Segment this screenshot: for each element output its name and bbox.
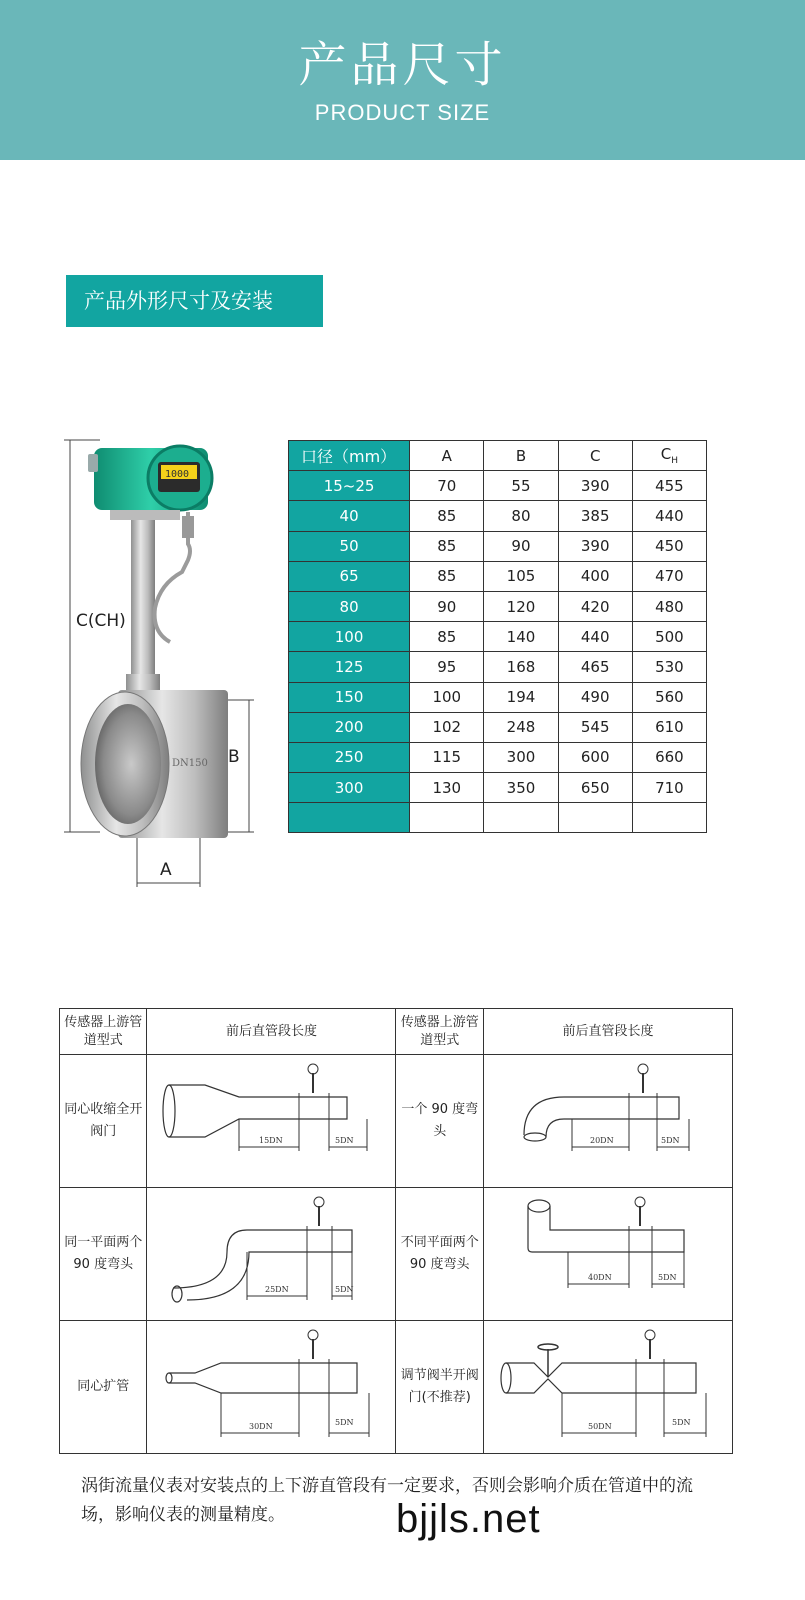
installation-table [59, 1008, 733, 1454]
upstream-length: 40DN [587, 1273, 612, 1282]
size-table-row [289, 712, 707, 742]
header-pipe-type-left: 传感器上游管道型式 [60, 1009, 147, 1055]
install-label: 调节阀半开阀门(不推荐) [396, 1321, 484, 1454]
size-table-row [289, 622, 707, 652]
dn-cell: 300 [289, 773, 410, 803]
dimension-cell: 465 [558, 652, 632, 682]
downstream-length: 5DN [657, 1273, 677, 1282]
install-label: 同心收缩全开阀门 [60, 1055, 147, 1188]
installation-header [60, 1009, 733, 1055]
upstream-length: 20DN [589, 1136, 614, 1145]
dn-cell: 40 [289, 501, 410, 531]
col-header-ch-sub: H [671, 456, 679, 467]
dimension-cell [632, 803, 706, 833]
dimension-cell: 85 [410, 622, 484, 652]
size-table-row [289, 652, 707, 682]
dimension-cell: 140 [484, 622, 558, 652]
downstream-length: 5DN [335, 1136, 354, 1145]
col-header-dn: 口径（mm） [289, 441, 410, 471]
size-table-row [289, 591, 707, 621]
dn-cell: 15~25 [289, 471, 410, 501]
dimension-cell: 455 [632, 471, 706, 501]
installation-note: 涡街流量仪表对安装点的上下游直管段有一定要求，否则会影响介质在管道中的流场，影响仪表的测量精度。 [81, 1476, 693, 1525]
dn-cell: 250 [289, 742, 410, 772]
dimension-cell: 470 [632, 561, 706, 591]
dimension-cell: 480 [632, 591, 706, 621]
dimension-cell: 545 [558, 712, 632, 742]
dimension-cell: 194 [484, 682, 558, 712]
install-row [60, 1188, 733, 1321]
dimension-cell: 300 [484, 742, 558, 772]
col-header-c: C [558, 441, 632, 471]
dn-cell: 200 [289, 712, 410, 742]
dimension-cell: 70 [410, 471, 484, 501]
dimension-cell: 600 [558, 742, 632, 772]
dimension-cell: 560 [632, 682, 706, 712]
dimension-cell: 390 [558, 531, 632, 561]
upstream-length: 25DN [265, 1285, 290, 1294]
size-table-row [289, 682, 707, 712]
install-label: 不同平面两个 90 度弯头 [396, 1188, 484, 1321]
size-table-header [289, 441, 707, 471]
dimension-cell: 100 [410, 682, 484, 712]
dimension-cell [484, 803, 558, 833]
display-reading: 1000 [165, 469, 190, 480]
install-diagram-two-elbows-diff-plane [483, 1188, 732, 1321]
header-length-right: 前后直管段长度 [483, 1009, 732, 1055]
dimension-cell: 650 [558, 773, 632, 803]
dimension-cell: 105 [484, 561, 558, 591]
header-length-left: 前后直管段长度 [147, 1009, 396, 1055]
install-diagram-two-elbows-same-plane [147, 1188, 396, 1321]
dimension-cell: 500 [632, 622, 706, 652]
dimension-cell: 55 [484, 471, 558, 501]
downstream-length: 5DN [335, 1418, 354, 1427]
dimension-cell: 490 [558, 682, 632, 712]
dimension-cell [410, 803, 484, 833]
install-row [60, 1055, 733, 1188]
dimension-cell: 710 [632, 773, 706, 803]
col-header-ch-main: C [660, 445, 672, 464]
dimension-cell: 385 [558, 501, 632, 531]
install-label: 同一平面两个 90 度弯头 [60, 1188, 147, 1321]
dimension-cell: 95 [410, 652, 484, 682]
install-label: 一个 90 度弯头 [396, 1055, 484, 1188]
install-label: 同心扩管 [60, 1321, 147, 1454]
dimension-cell: 90 [484, 531, 558, 561]
col-header-b: B [484, 441, 558, 471]
dimension-cell: 130 [410, 773, 484, 803]
dimension-cell: 90 [410, 591, 484, 621]
section-label: 产品外形尺寸及安装 [66, 275, 323, 327]
size-table-row [289, 561, 707, 591]
dimension-cell: 440 [632, 501, 706, 531]
upstream-length: 15DN [259, 1136, 284, 1145]
install-diagram-expander [147, 1321, 396, 1454]
dn-cell: 150 [289, 682, 410, 712]
size-table-row [289, 471, 707, 501]
upstream-length: 30DN [249, 1422, 274, 1431]
downstream-length: 5DN [335, 1285, 354, 1294]
dim-label-b: B [228, 747, 240, 767]
size-table-row [289, 531, 707, 561]
dimension-cell: 450 [632, 531, 706, 561]
dimension-cell: 168 [484, 652, 558, 682]
dimension-cell: 248 [484, 712, 558, 742]
dimension-cell: 400 [558, 561, 632, 591]
dimension-cell: 85 [410, 561, 484, 591]
dimension-cell: 85 [410, 531, 484, 561]
downstream-length: 5DN [671, 1418, 691, 1427]
install-diagram-reducer [147, 1055, 396, 1188]
dim-label-a: A [160, 860, 172, 880]
col-header-a: A [410, 441, 484, 471]
dn-cell: 65 [289, 561, 410, 591]
dimension-cell: 120 [484, 591, 558, 621]
dimension-cell: 440 [558, 622, 632, 652]
size-table-row [289, 803, 707, 833]
page-header [0, 0, 805, 160]
dimension-cell: 420 [558, 591, 632, 621]
dn-cell: 100 [289, 622, 410, 652]
size-table [288, 440, 707, 833]
dimension-cell: 85 [410, 501, 484, 531]
dimension-cell: 102 [410, 712, 484, 742]
dimension-cell: 115 [410, 742, 484, 772]
watermark: bjjls.net [396, 1497, 541, 1541]
page-subtitle: PRODUCT SIZE [314, 100, 491, 125]
install-row [60, 1321, 733, 1454]
dn-cell: 125 [289, 652, 410, 682]
install-diagram-elbow [483, 1055, 732, 1188]
header-pipe-type-right: 传感器上游管道型式 [396, 1009, 484, 1055]
dn-cell: 80 [289, 591, 410, 621]
dimension-cell: 390 [558, 471, 632, 501]
upstream-length: 50DN [587, 1422, 612, 1431]
flowmeter-illustration [60, 432, 280, 892]
dim-label-c: C(CH) [76, 611, 126, 631]
dimension-cell: 350 [484, 773, 558, 803]
size-table-row [289, 773, 707, 803]
dimension-cell: 80 [484, 501, 558, 531]
page-title: 产品尺寸 [298, 37, 507, 93]
dn-cell: 50 [289, 531, 410, 561]
col-header-ch [632, 441, 706, 471]
size-table-row [289, 742, 707, 772]
dimension-cell: 610 [632, 712, 706, 742]
dimension-cell: 530 [632, 652, 706, 682]
downstream-length: 5DN [660, 1136, 680, 1145]
dimension-cell: 660 [632, 742, 706, 772]
size-table-row [289, 501, 707, 531]
dimension-cell [558, 803, 632, 833]
body-mark: DN150 [172, 758, 208, 769]
install-diagram-valve [483, 1321, 732, 1454]
dn-cell [289, 803, 410, 833]
